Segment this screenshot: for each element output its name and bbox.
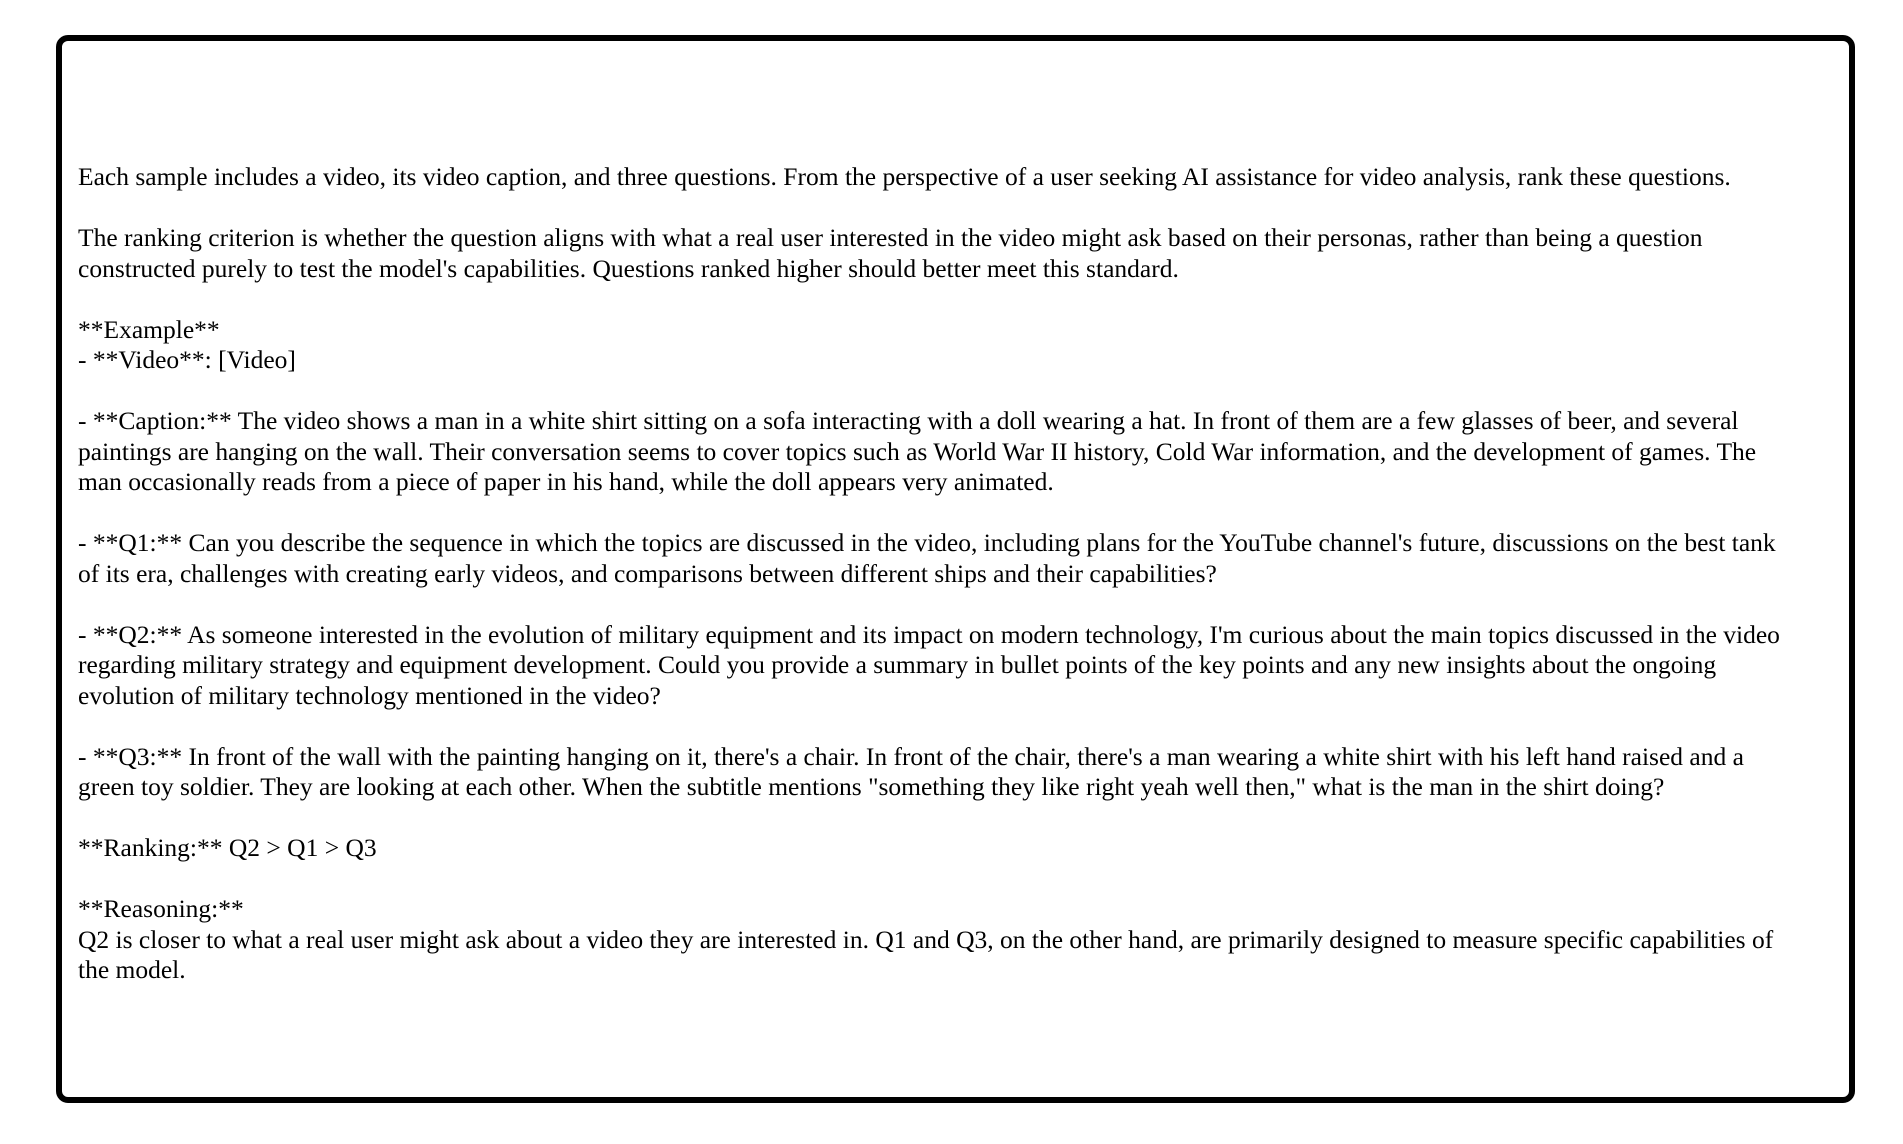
caption-line: man occasionally reads from a piece of paper in his hand, while the doll appears very animated.	[78, 467, 1054, 496]
q3-paragraph	[78, 742, 1850, 803]
reasoning-paragraph	[78, 894, 1850, 986]
intro-paragraph	[78, 162, 1850, 193]
video-line: - **Video**: [Video]	[78, 345, 296, 374]
example-paragraph	[78, 315, 1850, 376]
q1-paragraph	[78, 528, 1850, 589]
criterion-line: constructed purely to test the model's capabilities. Questions ranked higher should better meet this standard.	[78, 253, 1179, 283]
intro-line: Each sample includes a video, its video caption, and three questions. From the perspective of a user seeking AI assistance for video analysis, rank these questions.	[78, 162, 1731, 191]
caption-paragraph	[78, 406, 1850, 498]
caption-line: paintings are hanging on the wall. Their conversation seems to cover topics such as World War II history, Cold War information, and the development of games. The	[78, 436, 1757, 466]
example-heading: **Example**	[78, 314, 220, 344]
caption-line: - **Caption:** The video shows a man in a white shirt sitting on a sofa interacting with a doll wearing a hat. In front of them are a few glasses of beer, and several	[78, 406, 1739, 435]
q2-line: - **Q2:** As someone interested in the evolution of military equipment and its impact on modern technology, I'm curious about the main topics discussed in the video	[78, 619, 1780, 649]
q3-line: green toy soldier. They are looking at each other. When the subtitle mentions "something they like right yeah well then," what is the man in the shirt doing?	[78, 772, 1665, 801]
reasoning-line: the model.	[78, 955, 186, 984]
ranking-paragraph	[78, 833, 1850, 864]
q2-line: evolution of military technology mentioned in the video?	[78, 680, 661, 710]
criterion-line: The ranking criterion is whether the question aligns with what a real user interested in the video might ask based on their personas, rather than being a question	[78, 223, 1703, 252]
q3-line: - **Q3:** In front of the wall with the painting hanging on it, there's a chair. In front of the chair, there's a man wearing a white shirt with his left hand raised and a	[78, 741, 1744, 771]
q2-paragraph	[78, 620, 1850, 712]
reasoning-heading: **Reasoning:**	[78, 894, 244, 923]
prompt-text-block	[78, 162, 1850, 1016]
q1-line: of its era, challenges with creating early videos, and comparisons between different ships and their capabilities?	[78, 558, 1217, 588]
ranking-line: **Ranking:** Q2 > Q1 > Q3	[78, 833, 377, 862]
criterion-paragraph	[78, 223, 1850, 284]
q2-line: regarding military strategy and equipment development. Could you provide a summary in bullet points of the key points and any new insights about the ongoing	[78, 650, 1717, 679]
reasoning-line: Q2 is closer to what a real user might ask about a video they are interested in. Q1 and Q3, on the other hand, are primarily designed to measure specific capabilities of	[78, 924, 1774, 954]
q1-line: - **Q1:** Can you describe the sequence in which the topics are discussed in the video, including plans for the YouTube channel's future, discussions on the best tank	[78, 528, 1776, 557]
